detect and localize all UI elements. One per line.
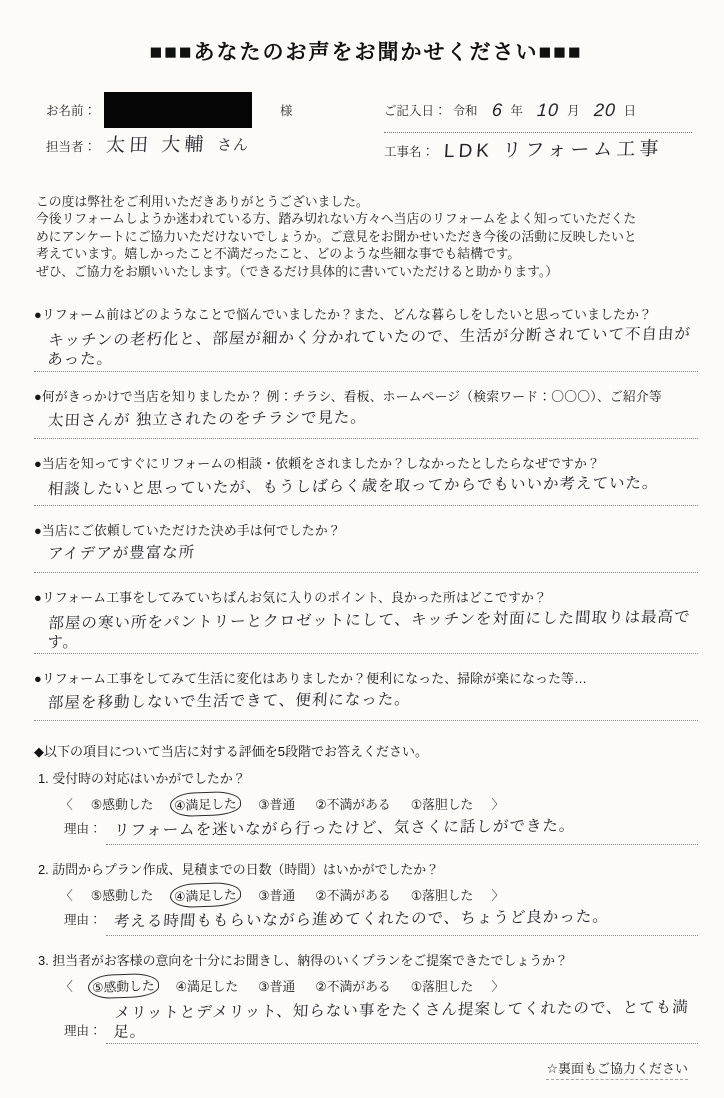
answer-write-line [34, 541, 698, 573]
reason-write-line [106, 910, 698, 936]
answer-write-line [34, 407, 698, 439]
printed-question-text: ●リフォーム工事をしてみて生活に変化はありましたか？便利になった、掃除が楽になった等… [34, 671, 588, 687]
rating-option: ③普通 [258, 888, 296, 904]
printed-question-text: ●何がきっかけで当店を知りましたか？ 例：チラシ、看板、ホームページ（検索ワード：〇〇〇）、ご紹介等 [34, 388, 662, 404]
rating-option: ⑤感動した [90, 797, 154, 813]
staff-honorific-handwritten: さん [216, 136, 250, 154]
handwritten-answer: 相談したいと思っていたが、もうしばらく歳を取ってからでもいいか考えていた。 [47, 474, 660, 498]
rating-options-row [52, 792, 698, 816]
rating-option: ②不満がある [315, 979, 391, 995]
date-day-unit: 日 [623, 104, 637, 118]
date-month-unit: 月 [567, 104, 580, 118]
rating-option: ⑤感動した [90, 888, 154, 904]
intro-line: 考えています。嬉しかったこと不満だったこと、どのような些細な事でも結構です。 [36, 246, 521, 262]
rating-option: ③普通 [258, 797, 296, 813]
rating-option-selected: ④満足した [170, 882, 241, 908]
rating-options-row [52, 883, 698, 907]
printed-question-text: ●リフォーム前はどのようなことで悩んでいましたか？また、どんな暮らしをしたいと思っていましたか？ [34, 306, 653, 322]
rating-option-selected: ④満足した [170, 791, 241, 817]
handwritten-answer: 部屋の寒い所をパントリーとクロゼットにして、キッチンを対面にした間取りは最高です。 [46, 608, 692, 652]
footer-note-text: ☆裏面もご協力ください [546, 1058, 688, 1080]
page-title: ■■■あなたのお声をお聞かせください■■■ [149, 41, 583, 64]
answer-write-line [34, 689, 698, 721]
rating-option: ④満足した [175, 979, 239, 995]
rating-items-section [34, 768, 698, 1044]
handwritten-reason: メリットとデメリット、知らない事をたくさん提案してくれたので、とても満足。 [112, 999, 689, 1042]
footer-note [34, 1058, 688, 1080]
customer-name-row [46, 92, 356, 128]
header-fields [46, 92, 692, 169]
rating-question-text: 1. 受付時の対応はいかがでしたか？ [38, 771, 246, 787]
answer-write-line [34, 608, 698, 655]
rating-options-row [52, 974, 698, 998]
question-block [34, 386, 698, 439]
staff-name-row [46, 128, 356, 164]
handwritten-answer: 部屋を移動しないで生活できて、便利になった。 [47, 691, 412, 713]
rating-question-text: 2. 訪問からプラン作成、見積までの日数（時間）はいかがでしたか？ [38, 862, 440, 878]
question-block [34, 587, 698, 655]
redacted-name-box [104, 92, 252, 128]
printed-question-text: ●リフォーム工事をしてみていちばんお気に入りのポイント、良かった所はどこですか？ [34, 589, 548, 605]
header-left-column [46, 92, 356, 169]
name-label: お名前： [46, 104, 97, 118]
options-open-bracket: 〈 [60, 888, 73, 904]
rating-item [38, 768, 698, 845]
open-questions-section [34, 304, 698, 722]
name-honorific: 様 [280, 104, 293, 118]
question-block [34, 668, 698, 721]
printed-question-text: ●当店を知ってすぐにリフォームの相談・依頼をされましたか？しなかったとしたらなぜですか？ [34, 455, 601, 471]
reason-label: 理由： [64, 822, 102, 837]
handwritten-answer: 太田さんが 独立されたのをチラシで見た。 [47, 409, 368, 430]
rating-option: ②不満がある [315, 797, 391, 813]
rating-section-heading: ◆以下の項目について当店に対する評価を5段階でお答えください。 [34, 744, 428, 760]
reason-write-line [106, 819, 698, 845]
reason-row [64, 910, 698, 936]
project-name-handwritten: LDK リフォーム工事 [443, 138, 664, 163]
reason-write-line [106, 1001, 698, 1044]
rating-option: ①落胆した [410, 797, 474, 813]
intro-paragraph [36, 193, 694, 280]
handwritten-answer: アイデアが豊富な所 [47, 543, 196, 563]
printed-question-text: ●当店にご依頼していただけた決め手は何でしたか？ [34, 522, 341, 538]
reason-row [64, 819, 698, 845]
question-block [34, 520, 698, 573]
date-day-handwritten: 20 [593, 99, 617, 120]
handwritten-reason: リフォームを迷いながら行ったけど、気さくに話しができた。 [112, 818, 576, 840]
date-month-handwritten: 10 [536, 99, 560, 120]
entry-date-row [384, 92, 692, 133]
intro-line: ぜひ、ご協力をお願いいたします。（できるだけ具体的に書いていただけると助かります。） [36, 263, 559, 279]
options-close-bracket: 〉 [491, 797, 505, 813]
rating-option: ②不満がある [315, 888, 391, 904]
reason-label: 理由： [64, 913, 102, 928]
rating-option: ③普通 [258, 979, 296, 995]
answer-write-line [34, 474, 698, 506]
question-block [34, 304, 698, 372]
options-open-bracket: 〈 [60, 797, 73, 813]
header-right-column [384, 92, 692, 169]
handwritten-answer: キッチンの老朽化と、部屋が細かく分かれていたので、生活が分断されていて不自由があった。 [46, 325, 692, 369]
project-name-row [384, 133, 692, 169]
staff-label: 担当者： [46, 140, 97, 154]
project-label: 工事名： [384, 145, 435, 159]
reason-label: 理由： [64, 1023, 102, 1038]
options-close-bracket: 〉 [491, 979, 505, 995]
staff-name-handwritten: 太田 大輔 [105, 134, 208, 157]
date-year-handwritten: 6 [490, 99, 504, 120]
reason-row [64, 1001, 698, 1044]
handwritten-reason: 考える時間ももらいながら進めてくれたので、ちょうど良かった。 [112, 908, 609, 932]
rating-option-selected: ⑤感動した [87, 973, 158, 999]
options-open-bracket: 〈 [60, 979, 73, 995]
date-era: 令和 [452, 104, 478, 118]
intro-line: 今後リフォームしようか迷われている方、踏み切れない方々へ当店のリフォームをよく知っていただくた [36, 211, 637, 227]
rating-option: ①落胆した [410, 888, 474, 904]
date-year-unit: 年 [510, 104, 524, 118]
options-close-bracket: 〉 [491, 888, 505, 904]
rating-item [38, 950, 698, 1044]
intro-line: めにアンケートにご協力いただけないでしょうか。ご意見をお聞かせいただき今後の活動に反映したいと [36, 228, 637, 244]
date-label: ご記入日： [384, 104, 447, 118]
question-block [34, 453, 698, 506]
rating-item [38, 859, 698, 936]
intro-line: この度は弊社をご利用いただきありがとうございました。 [36, 194, 369, 209]
answer-write-line [34, 325, 698, 372]
rating-question-text: 3. 担当者がお客様の意向を十分にお聞きし、納得のいくプランをご提案できたでしょうか？ [38, 953, 568, 969]
rating-option: ①落胆した [410, 979, 474, 995]
